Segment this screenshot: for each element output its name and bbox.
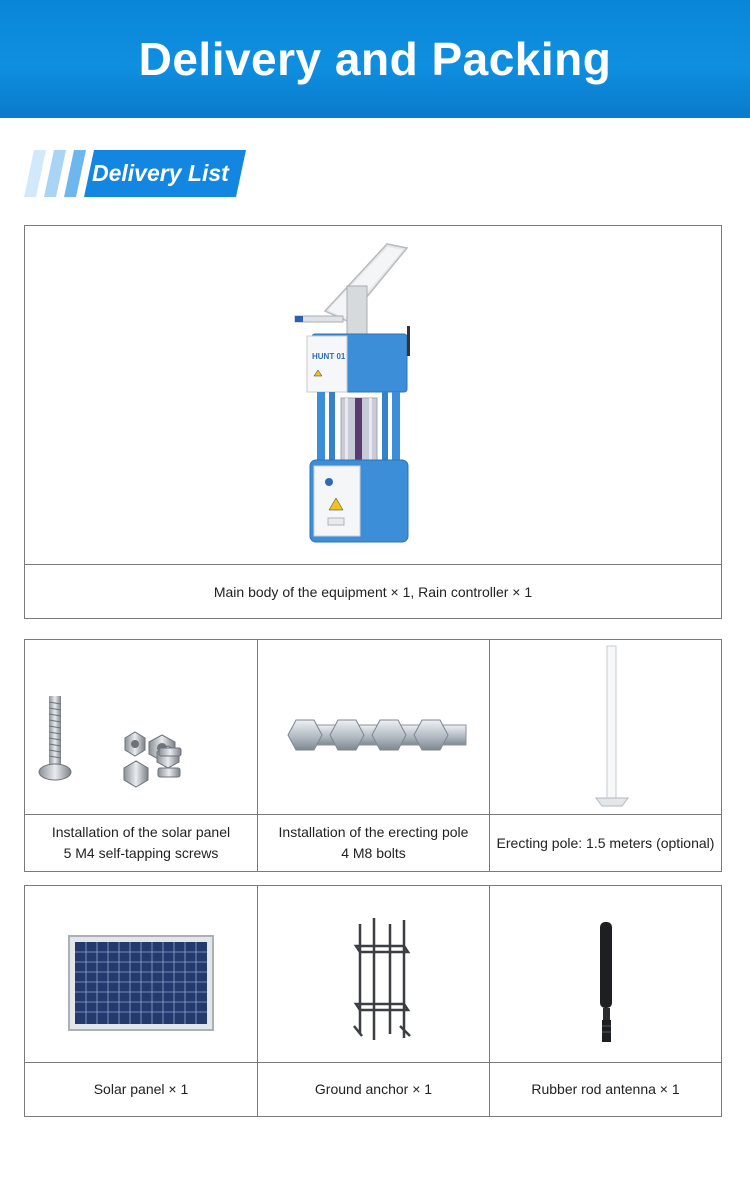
item-cell — [25, 886, 258, 1116]
item-caption — [490, 1063, 721, 1116]
bolts-image — [258, 640, 489, 815]
item-cell — [258, 886, 490, 1116]
main-item-caption: Main body of the equipment × 1, Rain controller × 1 — [213, 584, 533, 600]
item-caption — [258, 815, 489, 871]
pole-image — [490, 640, 721, 815]
section-title: Delivery List — [92, 160, 229, 186]
accessories-row-1 — [24, 639, 722, 872]
caption-line-1: Erecting pole: 1.5 meters (optional) — [496, 834, 715, 851]
item-cell — [258, 640, 490, 871]
caption-line-2: 4 M8 bolts — [341, 845, 406, 861]
item-cell — [25, 640, 258, 871]
banner-title: Delivery and Packing — [138, 33, 612, 85]
antenna-image — [490, 886, 721, 1063]
solar-panel-image — [25, 886, 257, 1063]
caption-line-1: Installation of the solar panel — [51, 824, 231, 840]
item-caption — [490, 815, 721, 871]
caption-line-1: Ground anchor × 1 — [314, 1081, 433, 1097]
caption-line-1: Rubber rod antenna × 1 — [531, 1081, 680, 1097]
section-header — [24, 150, 254, 198]
item-cell — [490, 886, 721, 1116]
caption-line-1: Solar panel × 1 — [93, 1081, 189, 1097]
item-cell — [490, 640, 721, 871]
device-label: HUNT 01 — [312, 352, 346, 361]
ground-anchor-image — [258, 886, 489, 1063]
main-equipment-image — [25, 226, 721, 565]
caption-line-1: Installation of the erecting pole — [278, 824, 469, 840]
item-caption — [25, 815, 257, 871]
page-banner — [0, 0, 750, 118]
caption-line-2: 5 M4 self-tapping screws — [63, 845, 219, 861]
accessories-row-2 — [24, 885, 722, 1117]
item-caption — [258, 1063, 489, 1116]
item-caption — [25, 1063, 257, 1116]
screws-image — [25, 640, 257, 815]
main-item-card — [24, 225, 722, 619]
